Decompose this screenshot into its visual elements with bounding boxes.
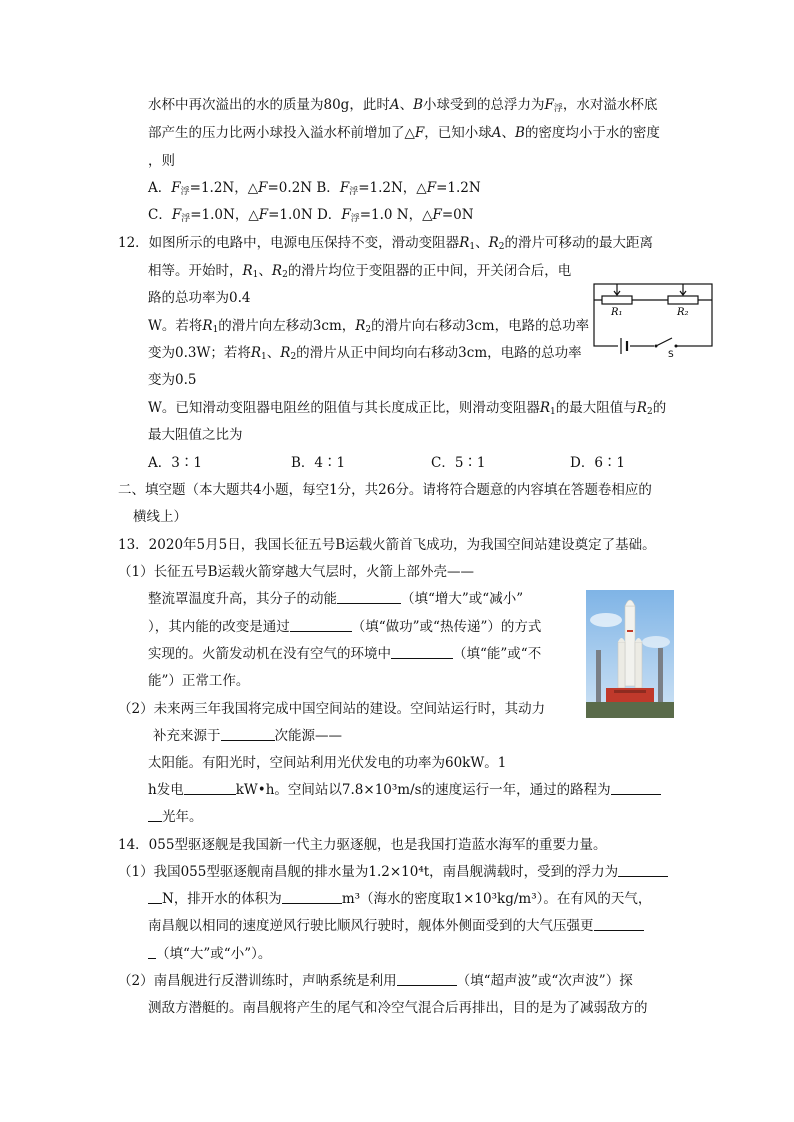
q13-stem: 13．2020年5月5日，我国长征五号B运载火箭首飞成功，为我国空间站建设奠定了基础。 — [118, 537, 656, 553]
answer-blank-4[interactable] — [221, 728, 275, 741]
label-s: S — [668, 350, 674, 360]
q11-option-c[interactable]: C．$F_浮=1.0N$，△F=1.0N — [148, 207, 313, 224]
switch — [654, 338, 678, 350]
q12-line-5: 变为0.3W；若将$R_1$、$R_2$的滑片从正中间均向右移动3cm，电路的总功率 — [148, 345, 582, 362]
rheostat-r1 — [602, 284, 632, 304]
q14-stem: 14．055型驱逐舰是我国新一代主力驱逐舰，也是我国打造蓝水海军的重要力量。 — [118, 837, 607, 853]
answer-blank-8[interactable] — [282, 891, 342, 904]
q13-p2-line-2: 补充来源于 次能源—— — [153, 728, 342, 744]
q13-p1-line-3: ），其内能的改变是通过 （填“做功”或“热传递”）的方式 — [148, 619, 542, 635]
q11-line-2: 部产生的压力比两小球投入溢水杯前增加了△F，已知小球A、B的密度均小于水的密度 — [148, 125, 660, 141]
q11-options-cd — [148, 206, 474, 228]
q13-p1-line-4: 实现的。火箭发动机在没有空气的环境中 （填“能”或“不 — [148, 646, 542, 662]
q13-p2-line-4: h发电 kW•h。空间站以7.8×10³m/s的速度运行一年，通过的路程为 — [148, 781, 661, 799]
q13-p2-line-5: 光年。 — [148, 808, 203, 826]
answer-blank-7[interactable] — [618, 864, 668, 877]
q12-line-6: 变为0.5 — [148, 372, 197, 388]
q12-option-a[interactable]: A．3∶1 — [148, 455, 202, 471]
label-r2: R₂ — [677, 307, 689, 318]
q14-p1-line-1: （1）我国055型驱逐舰南昌舰的排水量为1.2×10⁴t，南昌舰满载时，受到的浮力为 — [118, 863, 668, 881]
rheostat-r2 — [668, 284, 698, 304]
answer-blank-7-cont — [148, 891, 162, 904]
q14-p2-line-1: （2）南昌舰进行反潜训练时，声呐系统是利用 （填“超声波”或“次声波”）探 — [118, 973, 633, 989]
battery — [618, 338, 630, 354]
q12-option-c[interactable]: C．5∶1 — [431, 455, 486, 471]
answer-blank-9[interactable] — [594, 918, 644, 931]
q11-options-ab — [148, 179, 481, 201]
q12-line-4: W。若将$R_1$的滑片向左移动3cm，$R_2$的滑片向右移动3cm，电路的总功率 — [148, 318, 590, 335]
label-r1: R₁ — [611, 307, 623, 318]
q11-option-a[interactable]: A．$F_浮=1.2N$，△F=0.2N — [148, 180, 313, 197]
q14-p2-line-2: 测敌方潜艇的。南昌舰将产生的尾气和冷空气混合后再排出，目的是为了减弱敌方的 — [148, 1000, 648, 1016]
q12-line-8: 最大阻值之比为 — [148, 427, 243, 443]
answer-blank-2[interactable] — [290, 619, 352, 632]
q13-p2-line-3: 太阳能。有阳光时，空间站利用光伏发电的功率为60kW。1 — [148, 755, 507, 771]
answer-blank-10[interactable] — [397, 973, 457, 986]
section-2-heading: 二、填空题（本大题共4小题，每空1分，共26分。请将符合题意的内容填在答题卷相应的 — [118, 482, 652, 498]
answer-blank-1[interactable] — [337, 591, 401, 604]
q12-line-7: W。已知滑动变阻器电阻丝的阻值与其长度成正比，则滑动变阻器$R_1$的最大阻值与$R_2$的 — [148, 400, 667, 417]
q13-p1-line-1: （1）长征五号B运载火箭穿越大气层时，火箭上部外壳—— — [118, 564, 475, 580]
q13-p1-line-2: 整流罩温度升高，其分子的动能 （填“增大”或“减小” — [148, 591, 524, 607]
section-2-heading-cont: 横线上） — [133, 509, 187, 525]
rocket-photo — [586, 590, 674, 718]
q13-p2-line-1: （2）未来两三年我国将完成中国空间站的建设。空间站运行时，其动力 — [118, 701, 546, 717]
q14-p1-line-4: （填“大”或“小”）。 — [148, 945, 271, 963]
answer-blank-6-cont — [148, 809, 162, 822]
circuit-diagram — [592, 282, 716, 360]
q14-p1-line-3: 南昌舰以相同的速度逆风行驶比顺风行驶时，舰体外侧面受到的大气压强更 — [148, 917, 644, 935]
answer-blank-5[interactable] — [184, 782, 236, 795]
answer-blank-6[interactable] — [611, 782, 661, 795]
q12-line-3: 路的总功率为0.4 — [148, 290, 251, 306]
q13-p1-line-5: 能”）正常工作。 — [148, 673, 250, 689]
q11-line-3: ，则 — [148, 153, 175, 169]
q11-line-1: 水杯中再次溢出的水的质量为80g，此时A、B小球受到的总浮力为$F_浮$，水对溢水杯底 — [148, 97, 658, 114]
q11-option-b[interactable]: B．$F_浮=1.2N$，△F=1.2N — [316, 180, 481, 197]
q12-option-d[interactable]: D．6∶1 — [570, 455, 626, 471]
q12-line-1: 12．如图所示的电路中，电源电压保持不变，滑动变阻器$R_1$、$R_2$的滑片可移动的最大距离 — [118, 235, 653, 252]
q12-line-2: 相等。开始时，$R_1$、$R_2$的滑片均位于变阻器的正中间，开关闭合后，电 — [148, 263, 572, 280]
q14-p1-line-2: N，排开水的体积为 m³（海水的密度取1×10³kg/m³）。在有风的天气， — [148, 890, 651, 908]
q12-option-b[interactable]: B．4∶1 — [291, 455, 346, 471]
q11-option-d[interactable]: D．$F_浮=1.0$ N，△F=0N — [316, 207, 474, 224]
answer-blank-3[interactable] — [391, 646, 453, 659]
answer-blank-9-cont — [148, 946, 156, 959]
